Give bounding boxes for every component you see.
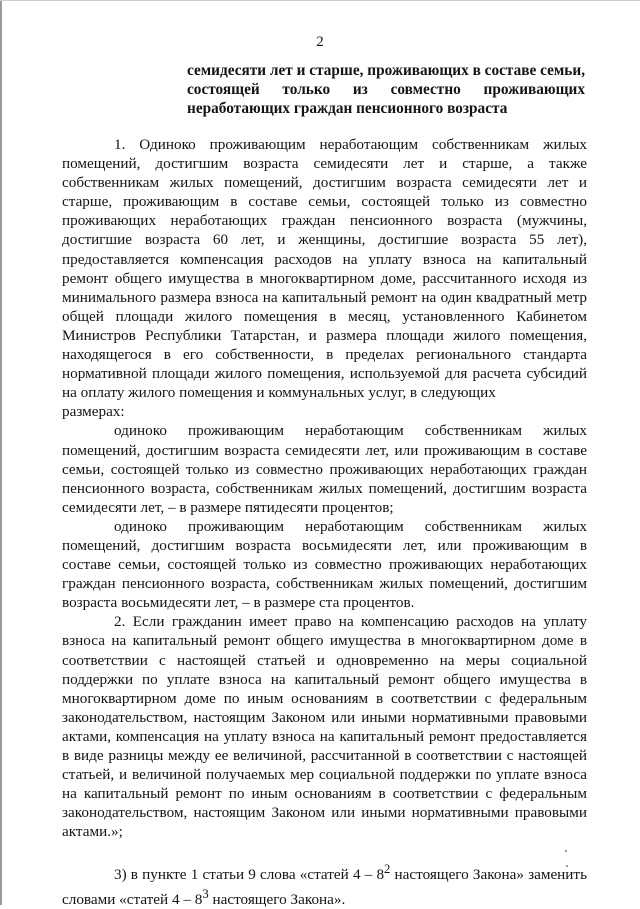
amendment-text: настоящего Закона». — [208, 890, 346, 908]
paragraph-2: 2. Если гражданин имеет право на компенсацию расходов на уплату взноса на капитальный ремонт общего имущества в многоквартирном доме в соответствии с настоящей статьей и одновременно на меры социальной поддержки по уплате взноса на капитальный ремонт общего имущества в многоквартирном доме по иным основаниям в соответствии с федеральным законодательством, настоящим Законом или иными нормативными правовыми актами, компенсация на уплату взноса на капитальный ремонт предоставляется в виде разницы между ее величиной, рассчитанной в соответствии с настоящей статьей, и величиной получаемых мер социальной поддержки по уплате взноса на капитальный ремонт по иным основаниям в соответствии с федеральным законодательством, настоящим Законом или иными нормативными правовыми актами.»; — [62, 613, 587, 841]
paragraph-gap — [62, 841, 587, 860]
heading-line: состоящей только из совместно проживающих — [187, 81, 585, 98]
heading-line: неработающих граждан пенсионного возраста — [187, 100, 508, 117]
superscript: 2 — [384, 862, 391, 877]
superscript: 3 — [202, 886, 209, 901]
amendment-text: настоящего Закона» заменить словами «статей 4 – 8 — [62, 866, 587, 908]
page-number: 2 — [316, 34, 324, 50]
scan-speck — [565, 850, 567, 852]
scan-speck — [566, 865, 568, 867]
heading-line: семидесяти лет и старше, проживающих в составе семьи, — [187, 62, 586, 79]
paragraph-rate-80: одиноко проживающим неработающим собственникам жилых помещений, достигшим возраста восьмидесяти лет, или проживающим в составе семьи, состоящей только из совместно проживающих неработающих граждан пенсионного возраста, собственникам жилых помещений, достигшим возраста восьмидесяти лет, – в размере ста процентов. — [62, 517, 587, 612]
document-body — [62, 135, 587, 909]
scan-edge-left — [0, 0, 2, 905]
paragraph-rate-70: одиноко проживающим неработающим собственникам жилых помещений, достигшим возраста семидесяти лет, или проживающим в составе семьи, состоящей только из совместно проживающих неработающих граждан пенсионного возраста, собственникам жилых помещений, достигшим возраста семидесяти лет, – в размере пятидесяти процентов; — [62, 422, 587, 516]
paragraph-1: 1. Одиноко проживающим неработающим собственникам жилых помещений, достигшим возраста семидесяти лет и старше, а также собственникам жилых помещений, достигшим возраста семидесяти лет и старше, проживающим в составе семьи, состоящей только из совместно проживающих неработающих граждан пенсионного возраста (мужчины, достигшие возраста 60 лет, и женщины, достигшие возраста 55 лет), предоставляется компенсация расходов на уплату взноса на капитальный ремонт общего имущества в многоквартирном доме, рассчитанного исходя из минимального размера взноса на капитальный ремонт на один квадратный метр общей площади жилого помещения в месяц, установленного Кабинетом Министров Республики Татарстан, и размера площади жилого помещения, находящегося в его собственности, в пределах регионального стандарта нормативной площади жилого помещения, используемой для расчета субсидий на оплату жилого помещения и коммунальных услуг, в следующих — [62, 136, 587, 402]
scan-edge-top — [0, 0, 640, 1]
amendment-text: 3) в пункте 1 статьи 9 слова «статей 4 – 8 — [114, 866, 385, 884]
paragraph-amendment-3 — [62, 860, 587, 908]
article-heading — [187, 61, 585, 118]
paragraph-1-tail: размерах: — [62, 403, 125, 421]
